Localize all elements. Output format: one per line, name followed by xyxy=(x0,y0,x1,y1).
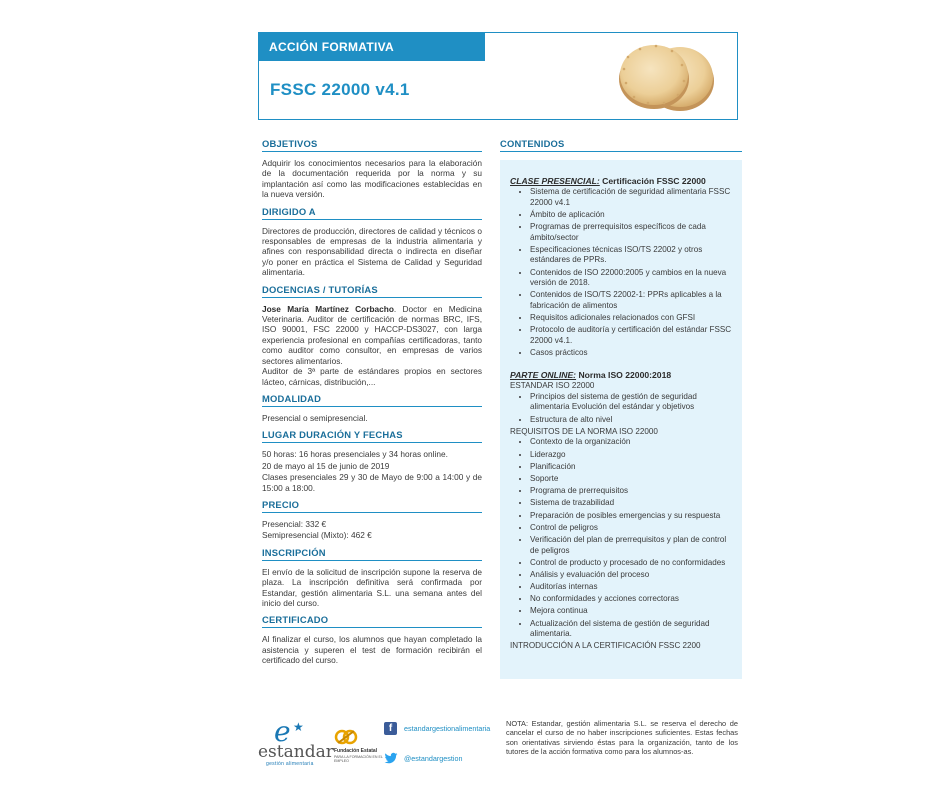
list-item: • Programas de prerrequisitos específicos de cada ámbito/sector xyxy=(530,222,734,243)
heading-docencias: DOCENCIAS / TUTORÍAS xyxy=(262,284,482,298)
text-inscripcion: El envío de la solicitud de inscripción supone la reserva de plaza. La inscripción definitiva será confirmada por Estandar, gestión alimentaria S.L. una semana antes del inicio del curso. xyxy=(262,566,482,608)
tutor-bio: . Doctor en Medicina Veterinaria. Auditor de certificación de normas BRC, IFS, ISO 90001, FSC 22000 y HACCP-DS3027, con larga experiencia profesional en compañías certificadoras, tanto como auditor como consultor, en empresas de varios sectores alimentarios. xyxy=(262,303,482,366)
list-item: • Programa de prerrequisitos xyxy=(530,486,734,497)
tutor-name: Jose María Martínez Corbacho xyxy=(262,303,394,314)
list-item: • Estructura de alto nivel xyxy=(530,415,734,426)
list-item: • Control de peligros xyxy=(530,523,734,534)
list-item: • Soporte xyxy=(530,474,734,485)
online-title: PARTE ONLINE: Norma ISO 22000:2018 xyxy=(510,370,672,381)
list-item: • Planificación xyxy=(530,462,734,473)
text-lugar-3: Clases presenciales 29 y 30 de Mayo de 9:00 a 14:00 y de 15:00 a 18:00. xyxy=(262,472,482,493)
text-lugar-2: 20 de mayo al 15 de junio de 2019 xyxy=(262,460,390,471)
heading-dirigido: DIRIGIDO A xyxy=(262,206,482,220)
list-item: • Ámbito de aplicación xyxy=(530,210,734,221)
list-item: • Protocolo de auditoría y certificación del estándar FSSC 22000 v4.1. xyxy=(530,325,734,346)
list-item: • Actualización del sistema de gestión de seguridad alimentaria. xyxy=(530,619,734,640)
text-objetivos: Adquirir los conocimientos necesarios para la elaboración de la documentación requerida por la norma y su implantación así como las modificaciones establecidas en la nueva versión. xyxy=(262,158,482,200)
presencial-list xyxy=(510,187,734,359)
estandar-logo xyxy=(258,715,334,772)
heading-modalidad: MODALIDAD xyxy=(262,393,482,407)
list-item: • Liderazgo xyxy=(530,450,734,461)
heading-contenidos: CONTENIDOS xyxy=(500,138,742,152)
fundae-mark-icon xyxy=(334,728,358,746)
online-closing: INTRODUCCIÓN A LA CERTIFICACIÓN FSSC 2200 xyxy=(510,641,701,651)
list-item: • Control de producto y procesado de no conformidades xyxy=(530,558,734,569)
list-item: • Especificaciones técnicas ISO/TS 22002 y otros estándares de PPRs. xyxy=(530,245,734,266)
facebook-handle[interactable]: estandargestionalimentaria xyxy=(404,724,491,733)
facebook-icon: f xyxy=(384,722,397,735)
list-item: • Análisis y evaluación del proceso xyxy=(530,570,734,581)
heading-inscripcion: INSCRIPCIÓN xyxy=(262,547,482,561)
list-item: • Auditorías internas xyxy=(530,582,734,593)
star-icon: ★ xyxy=(293,720,304,734)
online-sub-1: ESTANDAR ISO 22000 xyxy=(510,381,595,391)
list-item: • Requisitos adicionales relacionados con GFSI xyxy=(530,313,734,324)
heading-precio: PRECIO xyxy=(262,499,482,513)
text-precio-1: Presencial: 332 € xyxy=(262,518,327,529)
cookie-image xyxy=(614,39,724,111)
header-box xyxy=(258,32,738,120)
text-precio-2: Semipresencial (Mixto): 462 € xyxy=(262,530,372,541)
list-item: • No conformidades y acciones correctoras xyxy=(530,594,734,605)
list-item: • Sistema de trazabilidad xyxy=(530,498,734,509)
contents-panel xyxy=(500,160,742,679)
list-item: • Casos prácticos xyxy=(530,348,734,359)
list-item: • Contexto de la organización xyxy=(530,437,734,448)
left-column xyxy=(262,138,482,666)
text-docencias xyxy=(262,304,482,366)
text-lugar-1: 50 horas: 16 horas presenciales y 34 horas online. xyxy=(262,449,448,460)
fundae-name: Fundación Estatal xyxy=(334,748,378,754)
course-title: FSSC 22000 v4.1 xyxy=(270,80,410,99)
logo-subtitle: gestión alimentaria xyxy=(266,761,314,767)
presencial-title: CLASE PRESENCIAL: Certificación FSSC 22000 xyxy=(510,176,706,186)
disclaimer-note: NOTA: Estandar, gestión alimentaria S.L. se reserva el derecho de cancelar el curso de no haber inscripciones suficientes. Estas fechas son orientativas sirviendo éstas para la organización, tanto de los tutores de la acción formativa como para los alumnos-as. xyxy=(506,719,738,757)
online-list-2 xyxy=(510,437,734,639)
list-item: • Verificación del plan de prerrequisitos y plan de control de peligros xyxy=(530,535,734,556)
logo-name: estandar xyxy=(258,742,334,762)
list-item: • Sistema de certificación de seguridad alimentaria FSSC 22000 v4.1 xyxy=(530,187,734,208)
list-item: • Contenidos de ISO 22000:2005 y cambios en la nueva versión de 2018. xyxy=(530,268,734,289)
text-docencias-2: Auditor de 3ª parte de estándares propios en sectores lácteo, cárnicas, distribución,... xyxy=(262,366,482,387)
list-item: • Contenidos de ISO/TS 22002-1: PPRs aplicables a la fabricación de alimentos xyxy=(530,290,734,311)
right-column xyxy=(500,138,742,679)
list-item: • Mejora continua xyxy=(530,606,734,617)
logo-mark-icon: e xyxy=(274,715,291,748)
online-sub-2: REQUISITOS DE LA NORMA ISO 22000 xyxy=(510,426,658,436)
list-item: • Preparación de posibles emergencias y su respuesta xyxy=(530,511,734,522)
list-item: • Principios del sistema de gestión de seguridad alimentaria Evolución del estándar y objetivos xyxy=(530,392,734,413)
online-list-1 xyxy=(510,392,734,425)
heading-objetivos: OBJETIVOS xyxy=(262,138,482,152)
twitter-icon xyxy=(384,752,398,765)
heading-lugar: LUGAR DURACIÓN Y FECHAS xyxy=(262,429,482,443)
header-band: ACCIÓN FORMATIVA xyxy=(259,33,485,61)
fundae-subtitle: PARA LA FORMACIÓN EN EL EMPLEO xyxy=(334,755,383,763)
twitter-handle[interactable]: @estandargestion xyxy=(404,754,463,763)
text-modalidad: Presencial o semipresencial. xyxy=(262,412,368,423)
text-certificado: Al finalizar el curso, los alumnos que hayan completado la asistencia y superen el test de formación recibirán el certificado del curso. xyxy=(262,634,482,666)
text-dirigido: Directores de producción, directores de calidad y técnicos o responsables de empresas de la industria alimentaria y afines con responsabilidad directa o indirecta en diseñar y/o poner en práctica el Sistema de Calidad y Seguridad alimentaria. xyxy=(262,225,482,278)
fundae-logo xyxy=(332,728,383,768)
heading-certificado: CERTIFICADO xyxy=(262,614,482,628)
